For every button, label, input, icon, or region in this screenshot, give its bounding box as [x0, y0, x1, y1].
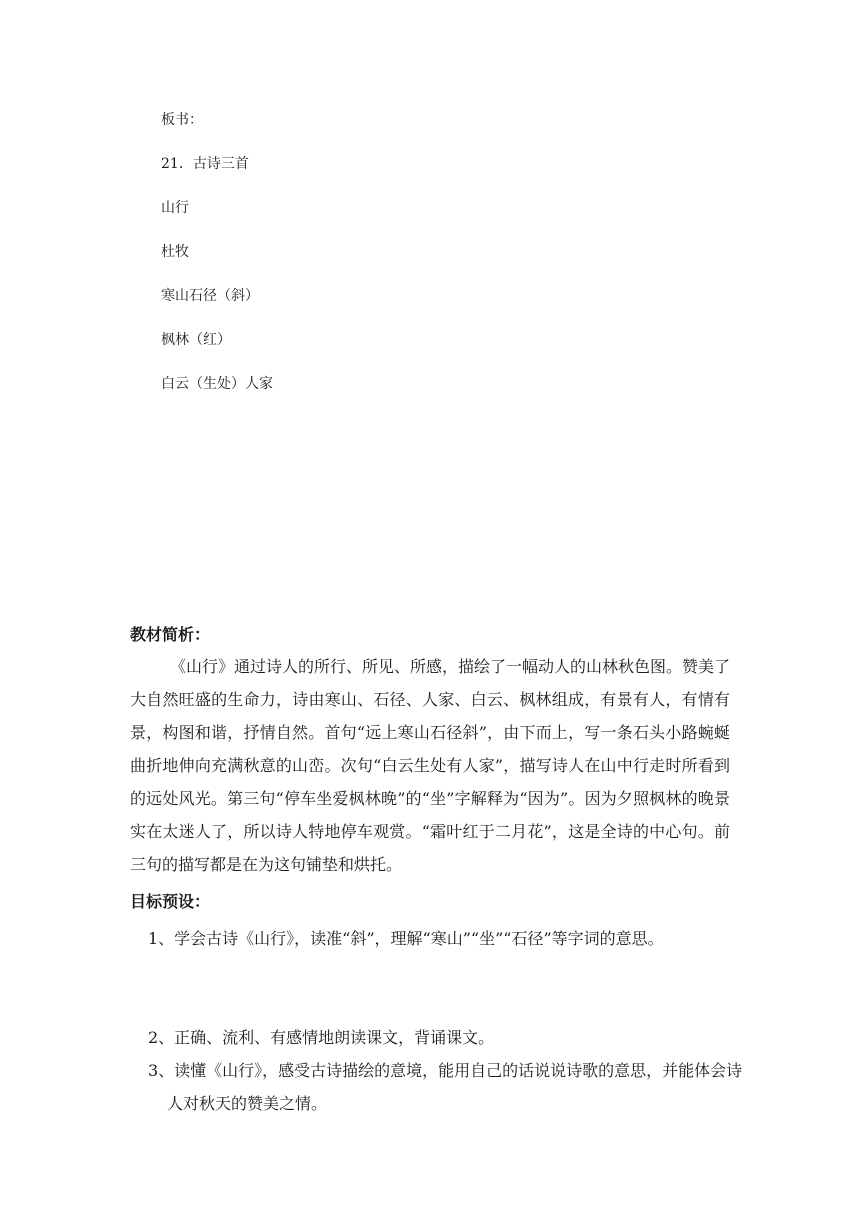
board-line-3: 白云（生处）人家	[161, 376, 273, 392]
board-line-title: 21．古诗三首	[161, 156, 249, 172]
board-line-author: 杜牧	[161, 244, 189, 260]
board-label: 板书：	[161, 112, 203, 128]
goal-item-3: 3、读懂《山行》，感受古诗描绘的意境，能用自己的话说说诗歌的意思，并能体会诗人对秋天的赞美之情。	[148, 1061, 743, 1113]
blackboard-notes	[161, 110, 273, 418]
goals-heading: 目标预设：	[130, 892, 211, 911]
goal-item-2: 2、正确、流利、有感情地朗读课文，背诵课文。	[148, 1028, 495, 1047]
board-line-poem: 山行	[161, 200, 189, 216]
analysis-heading: 教材简析：	[130, 625, 211, 644]
board-line-1: 寒山石径（斜）	[161, 288, 259, 304]
goal-item-1: 1、学会古诗《山行》，读准“斜”，理解“寒山”“坐”“石径”等字词的意思。	[148, 929, 664, 948]
analysis-paragraph: 《山行》通过诗人的所行、所见、所感，描绘了一幅动人的山林秋色图。赞美了大自然旺盛的生命力，诗由寒山、石径、人家、白云、枫林组成，有景有人，有情有景，构图和谐，抒情自然。首句“远上寒山石径斜”，由下而上，写一条石头小路蜿蜒曲折地伸向充满秋意的山峦。次句“白云生处有人家”，描写诗人在山中行走时所看到的远处风光。第三句“停车坐爱枫林晚”的“坐”字解释为“因为”。因为夕照枫林的晚景实在太迷人了，所以诗人特地停车观赏。“霜叶红于二月花”，这是全诗的中心句。前三句的描写都是在为这句铺垫和烘托。	[130, 657, 731, 874]
board-line-2: 枫林（红）	[161, 332, 231, 348]
